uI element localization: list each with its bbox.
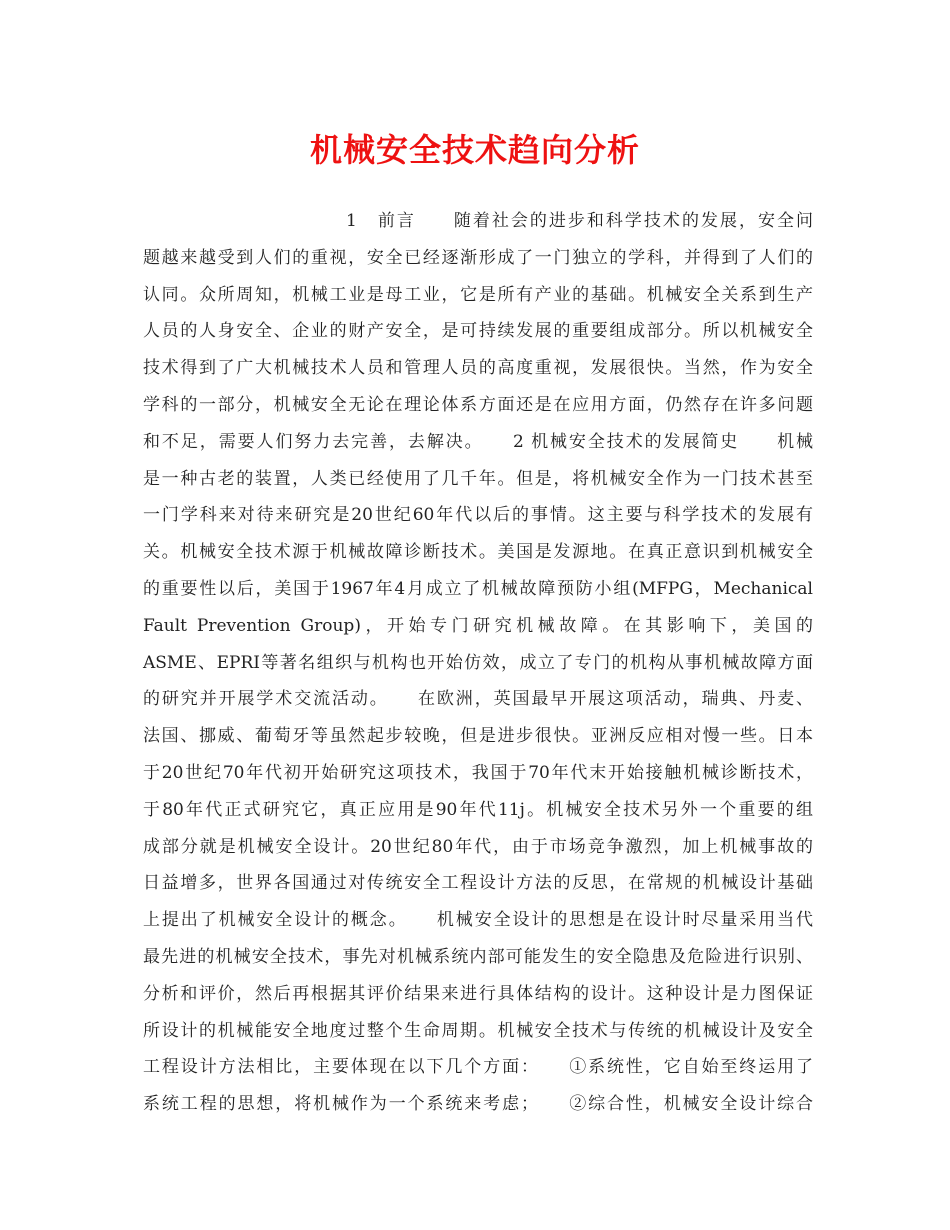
body-line: 的研究并开展学术交流活动。 在欧洲，英国最早开展这项活动，瑞典、丹麦、 (143, 689, 813, 710)
body-line: 法国、挪威、葡萄牙等虽然起步较晚，但是进步很快。亚洲反应相对慢一些。日本 (143, 726, 813, 747)
body-line: 一门学科来对待来研究是20世纪60年代以后的事情。这主要与科学技术的发展有 (143, 505, 813, 526)
body-line: 系统工程的思想，将机械作为一个系统来考虑； ②综合性，机械安全设计综合 (143, 1094, 813, 1115)
body-line: 的重要性以后，美国于1967年4月成立了机械故障预防小组(MFPG，Mechanical (143, 578, 813, 599)
body-line: 上提出了机械安全设计的概念。 机械安全设计的思想是在设计时尽量采用当代 (143, 910, 813, 931)
body-line: 工程设计方法相比，主要体现在以下几个方面： ①系统性，它自始至终运用了 (143, 1057, 813, 1078)
document-title: 机械安全技术趋向分析 (309, 131, 640, 169)
body-line: 于80年代正式研究它，真正应用是90年代11j。机械安全技术另外一个重要的组 (143, 799, 813, 820)
body-line: 关。机械安全技术源于机械故障诊断技术。美国是发源地。在真正意识到机械安全 (143, 542, 813, 563)
body-line: 是一种古老的装置，人类已经使用了几千年。但是，将机械安全作为一门技术甚至 (143, 468, 813, 489)
document-body (143, 203, 813, 1123)
body-line: 日益增多，世界各国通过对传统安全工程设计方法的反思，在常规的机械设计基础 (143, 873, 813, 894)
body-line: 成部分就是机械安全设计。20世纪80年代，由于市场竞争激烈，加上机械事故的 (143, 836, 813, 857)
body-line: 学科的一部分，机械安全无论在理论体系方面还是在应用方面，仍然存在许多问题 (143, 394, 813, 415)
body-line: 人员的人身安全、企业的财产安全，是可持续发展的重要组成部分。所以机械安全 (143, 321, 813, 342)
body-line: Fault Prevention Group)，开始专门研究机械故障。在其影响下，美国的 (143, 615, 813, 636)
body-line: 认同。众所周知，机械工业是母工业，它是所有产业的基础。机械安全关系到生产 (143, 284, 813, 305)
body-line: 和不足，需要人们努力去完善，去解决。 2 机械安全技术的发展简史 机械 (143, 431, 813, 452)
body-line: ASME、EPRI等著名组织与机构也开始仿效，成立了专门的机构从事机械故障方面 (143, 652, 813, 673)
body-line: 分析和评价，然后再根据其评价结果来进行具体结构的设计。这种设计是力图保证 (143, 983, 813, 1004)
body-line: 最先进的机械安全技术，事先对机械系统内部可能发生的安全隐患及危险进行识别、 (143, 946, 813, 967)
body-line: 于20世纪70年代初开始研究这项技术，我国于70年代末开始接触机械诊断技术， (143, 762, 813, 783)
body-line: 所设计的机械能安全地度过整个生命周期。机械安全技术与传统的机械设计及安全 (143, 1020, 813, 1041)
body-line: 题越来越受到人们的重视，安全已经逐渐形成了一门独立的学科，并得到了人们的 (143, 247, 813, 268)
body-line: 技术得到了广大机械技术人员和管理人员的高度重视，发展很快。当然，作为安全 (143, 358, 813, 379)
body-line: 1 前言 随着社会的进步和科学技术的发展，安全问 (346, 211, 813, 231)
